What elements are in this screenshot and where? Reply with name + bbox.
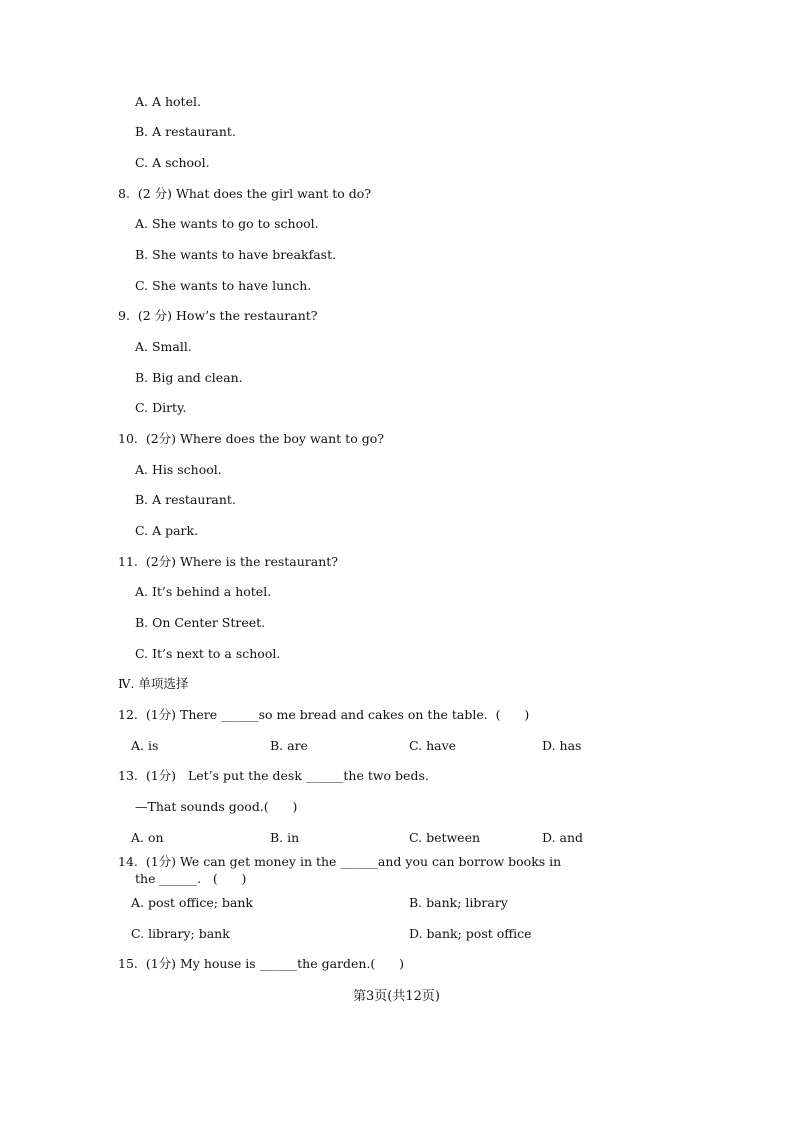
q9-option-a: A. Small. xyxy=(135,339,192,354)
q14-option-c: C. library; bank xyxy=(131,926,230,941)
q11-option-b: B. On Center Street. xyxy=(135,615,266,630)
q14-question-line2: the ______. ( ) xyxy=(135,871,247,886)
q12-option-a: A. is xyxy=(131,738,159,753)
q10-option-b: B. A restaurant. xyxy=(135,492,236,507)
q12-option-c: C. have xyxy=(409,738,457,753)
q13-option-d: D. and xyxy=(542,830,584,845)
page-footer: 第3页(共12页) xyxy=(353,989,440,1004)
q15-question: 15. (1分) My house is ______the garden.( ) xyxy=(118,956,405,971)
q9-option-c: C. Dirty. xyxy=(135,400,187,415)
q8-option-a: A. She wants to go to school. xyxy=(135,216,319,231)
q10-option-c: C. A park. xyxy=(135,523,199,538)
q10-question: 10. (2分) Where does the boy want to go? xyxy=(118,431,384,446)
section-heading: Ⅳ. 单项选择 xyxy=(118,676,189,691)
q11-question: 11. (2分) Where is the restaurant? xyxy=(118,554,338,569)
q11-option-a: A. It’s behind a hotel. xyxy=(135,584,272,599)
q14-question-line1: 14. (1分) We can get money in the ______and you can borrow books in xyxy=(118,854,562,869)
q9-option-b: B. Big and clean. xyxy=(135,370,243,385)
q12-option-b: B. are xyxy=(270,738,308,753)
q13-option-c: C. between xyxy=(409,830,481,845)
q7-option-c: C. A school. xyxy=(135,155,210,170)
q8-question: 8. (2 分) What does the girl want to do? xyxy=(118,186,372,201)
q12-question: 12. (1分) There ______so me bread and cakes on the table. ( ) xyxy=(118,707,530,722)
q12-option-d: D. has xyxy=(542,738,582,753)
q13-reply: —That sounds good.( ) xyxy=(135,799,298,814)
q11-option-c: C. It’s next to a school. xyxy=(135,646,281,661)
q8-option-c: C. She wants to have lunch. xyxy=(135,278,312,293)
q14-option-d: D. bank; post office xyxy=(409,926,532,941)
q13-option-a: A. on xyxy=(131,830,164,845)
q13-option-b: B. in xyxy=(270,830,300,845)
q13-question: 13. (1分) Let’s put the desk ______the two beds. xyxy=(118,768,429,783)
q7-option-a: A. A hotel. xyxy=(135,94,201,109)
q9-question: 9. (2 分) How’s the restaurant? xyxy=(118,308,318,323)
q14-option-b: B. bank; library xyxy=(409,895,508,910)
q8-option-b: B. She wants to have breakfast. xyxy=(135,247,337,262)
q7-option-b: B. A restaurant. xyxy=(135,124,236,139)
q14-option-a: A. post office; bank xyxy=(131,895,253,910)
q10-option-a: A. His school. xyxy=(135,462,222,477)
